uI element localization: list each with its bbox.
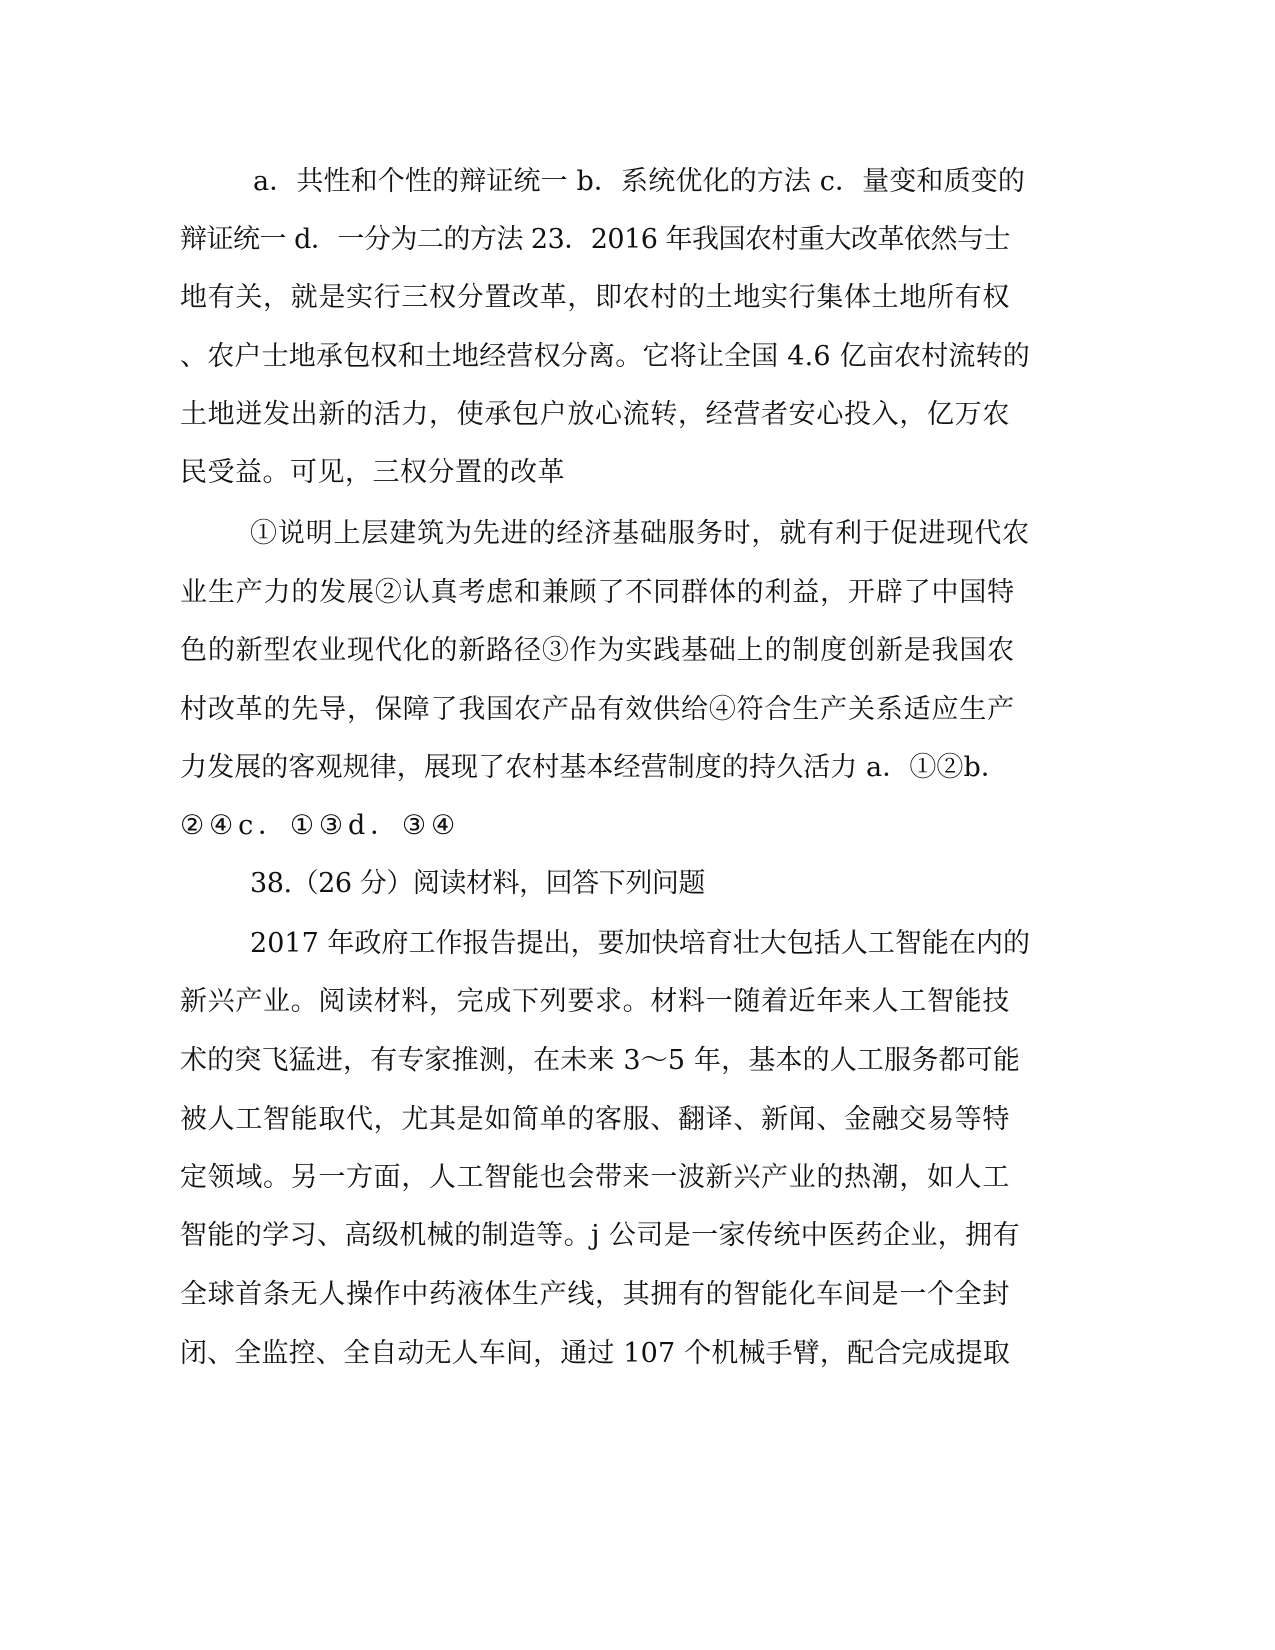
text-line-content: 辩证统一 d．一分为二的方法 23．2016 年我国农村重大改革依然与士 <box>180 224 1010 255</box>
text-line <box>0 806 1275 846</box>
text-line <box>0 1041 1275 1081</box>
text-line <box>0 278 1275 318</box>
text-line-content: 力发展的客观规律，展现了农村基本经营制度的持久活力 a．①②b． <box>180 752 1008 783</box>
text-line <box>0 1275 1275 1315</box>
text-line <box>0 631 1275 671</box>
text-line <box>0 1158 1275 1198</box>
text-line-content: 民受益。可见，三权分置的改革 <box>180 457 565 488</box>
text-line-content: ①说明上层建筑为先进的经济基础服务时，就有利于促进现代农 <box>250 518 1030 549</box>
text-line-content: 闭、全监控、全自动无人车间，通过 107 个机械手臂，配合完成提取 <box>180 1338 1010 1369</box>
text-line <box>0 337 1275 377</box>
text-line <box>0 864 1275 904</box>
text-line <box>0 514 1275 554</box>
text-line-content: 地有关，就是实行三权分置改革，即农村的土地实行集体土地所有权 <box>180 282 1010 313</box>
text-line-content: 被人工智能取代，尤其是如简单的客服、翻译、新闻、金融交易等特 <box>180 1104 1010 1135</box>
text-line <box>0 1100 1275 1140</box>
text-line <box>0 748 1275 788</box>
text-line <box>0 924 1275 964</box>
text-line <box>0 1334 1275 1374</box>
text-line-content: 术的突飞猛进，有专家推测，在未来 3～5 年，基本的人工服务都可能 <box>180 1045 1020 1076</box>
text-line <box>0 395 1275 435</box>
text-line <box>0 162 1275 202</box>
text-line-content: 业生产力的发展②认真考虑和兼顾了不同群体的利益，开辟了中国特 <box>180 577 1015 608</box>
text-line-content: 2017 年政府工作报告提出，要加快培育壮大包括人工智能在内的 <box>250 928 1030 959</box>
text-line <box>0 1216 1275 1256</box>
text-line-content: 定领域。另一方面，人工智能也会带来一波新兴产业的热潮，如人工 <box>180 1162 1010 1193</box>
text-line-content: 色的新型农业现代化的新路径③作为实践基础上的制度创新是我国农 <box>180 635 1015 666</box>
text-line-content: 新兴产业。阅读材料，完成下列要求。材料一随着近年来人工智能技 <box>180 986 1010 1017</box>
text-line <box>0 573 1275 613</box>
text-line-content: 村改革的先导，保障了我国农产品有效供给④符合生产关系适应生产 <box>180 694 1015 725</box>
text-line-content: 全球首条无人操作中药液体生产线，其拥有的智能化车间是一个全封 <box>180 1279 1010 1310</box>
text-line <box>0 220 1275 260</box>
text-line-content: 38.（26 分）阅读材料，回答下列问题 <box>250 868 705 899</box>
text-line-content: ②④c．①③d．③④ <box>180 810 460 841</box>
text-line-content: a．共性和个性的辩证统一 b．系统优化的方法 c．量变和质变的 <box>253 166 1025 197</box>
text-line <box>0 453 1275 493</box>
text-line-content: 、农户士地承包权和土地经营权分离。它将让全国 4.6 亿亩农村流转的 <box>180 341 1030 372</box>
text-line <box>0 690 1275 730</box>
text-line-content: 智能的学习、高级机械的制造等。j 公司是一家传统中医药企业，拥有 <box>180 1220 1020 1251</box>
text-line-content: 土地迸发出新的活力，使承包户放心流转，经营者安心投入，亿万农 <box>180 399 1010 430</box>
text-line <box>0 982 1275 1022</box>
